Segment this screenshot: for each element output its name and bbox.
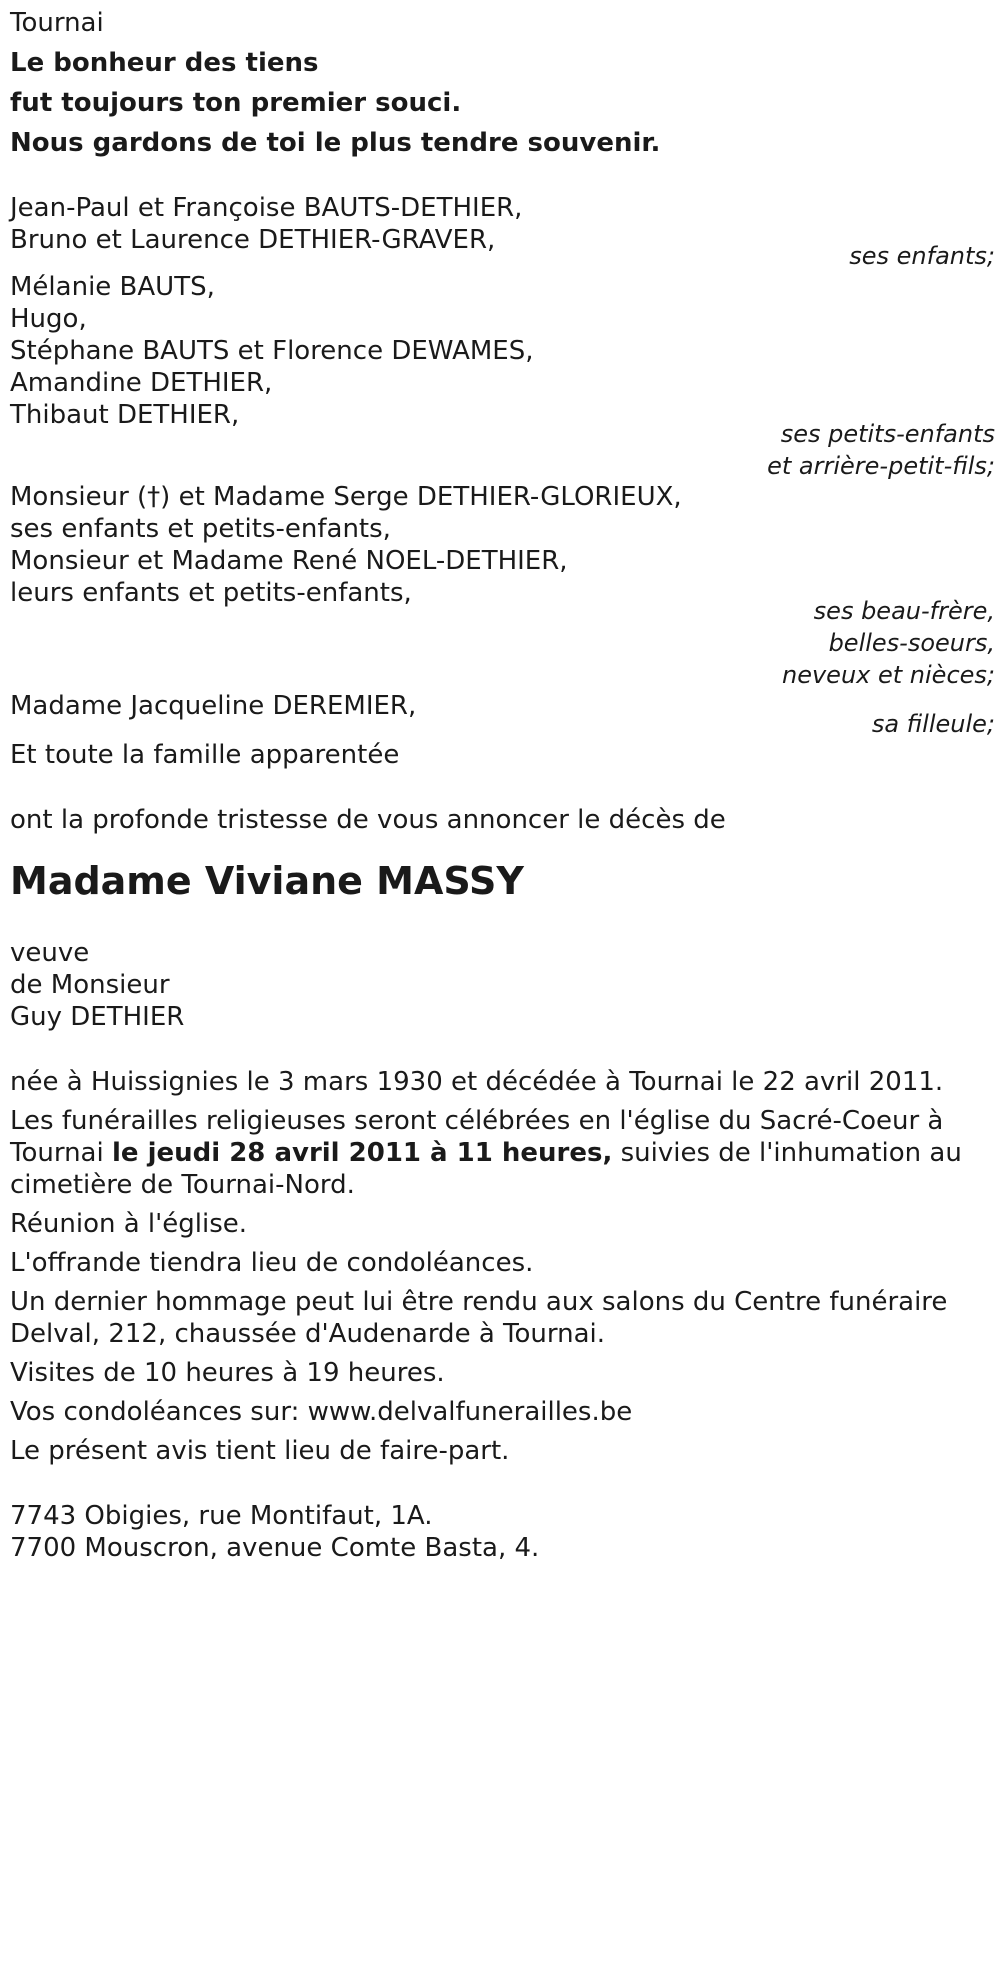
grandchild-2: Hugo, [10, 304, 87, 334]
notice-info: Le présent avis tient lieu de faire-part. [10, 1436, 510, 1466]
in-laws-role-3: neveux et nièces; [782, 661, 995, 689]
verse-line-3: Nous gardons de toi le plus tendre souvenir. [10, 128, 661, 158]
birth-death: née à Huissignies le 3 mars 1930 et décédée à Tournai le 22 avril 2011. [10, 1067, 944, 1097]
status-line-3: Guy DETHIER [10, 1002, 185, 1032]
in-laws-role-2: belles-soeurs, [828, 629, 995, 657]
funeral-city: Tournai [10, 1138, 104, 1168]
child-2: Bruno et Laurence DETHIER-GRAVER, [10, 225, 496, 255]
grandchild-1: Mélanie BAUTS, [10, 272, 215, 302]
offering-info: L'offrande tiendra lieu de condoléances. [10, 1248, 534, 1278]
in-laws-role-1: ses beau-frère, [813, 597, 995, 625]
child-1: Jean-Paul et Françoise BAUTS-DETHIER, [10, 193, 523, 223]
meeting-info: Réunion à l'église. [10, 1209, 248, 1239]
homage-line-1: Un dernier hommage peut lui être rendu aux salons du Centre funéraire [10, 1287, 948, 1317]
grandchild-3: Stéphane BAUTS et Florence DEWAMES, [10, 336, 534, 366]
goddaughter: Madame Jacqueline DEREMIER, [10, 691, 417, 721]
in-law-4: leurs enfants et petits-enfants, [10, 578, 412, 608]
funeral-burial: suivies de l'inhumation au [620, 1138, 962, 1168]
grandchildren-role-1: ses petits-enfants [780, 420, 995, 448]
visits-info: Visites de 10 heures à 19 heures. [10, 1358, 445, 1388]
status-line-1: veuve [10, 938, 90, 968]
verse-line-2: fut toujours ton premier souci. [10, 88, 462, 118]
address-2: 7700 Mouscron, avenue Comte Basta, 4. [10, 1533, 540, 1563]
grandchild-4: Amandine DETHIER, [10, 368, 273, 398]
place-name: Tournai [10, 8, 104, 38]
children-role: ses enfants; [849, 242, 995, 270]
deceased-name: Madame Viviane MASSY [10, 859, 524, 903]
address-1: 7743 Obigies, rue Montifaut, 1A. [10, 1501, 433, 1531]
homage-line-2: Delval, 212, chaussée d'Audenarde à Tournai. [10, 1319, 606, 1349]
in-law-2: ses enfants et petits-enfants, [10, 514, 391, 544]
funeral-line-3: cimetière de Tournai-Nord. [10, 1170, 355, 1200]
verse-line-1: Le bonheur des tiens [10, 48, 319, 78]
funeral-line-1: Les funérailles religieuses seront célébrées en l'église du Sacré-Coeur à [10, 1106, 944, 1136]
in-law-1: Monsieur (†) et Madame Serge DETHIER-GLORIEUX, [10, 482, 682, 512]
funeral-datetime: le jeudi 28 avril 2011 à 11 heures, [111, 1138, 613, 1168]
goddaughter-role: sa filleule; [871, 710, 995, 738]
in-law-3: Monsieur et Madame René NOEL-DETHIER, [10, 546, 568, 576]
grandchild-5: Thibaut DETHIER, [10, 400, 240, 430]
announcement-intro: ont la profonde tristesse de vous annoncer le décès de [10, 805, 726, 835]
condolences-info: Vos condoléances sur: www.delvalfunerailles.be [10, 1397, 633, 1427]
grandchildren-role-2: et arrière-petit-fils; [767, 452, 995, 480]
extended-family: Et toute la famille apparentée [10, 740, 400, 770]
status-line-2: de Monsieur [10, 970, 170, 1000]
